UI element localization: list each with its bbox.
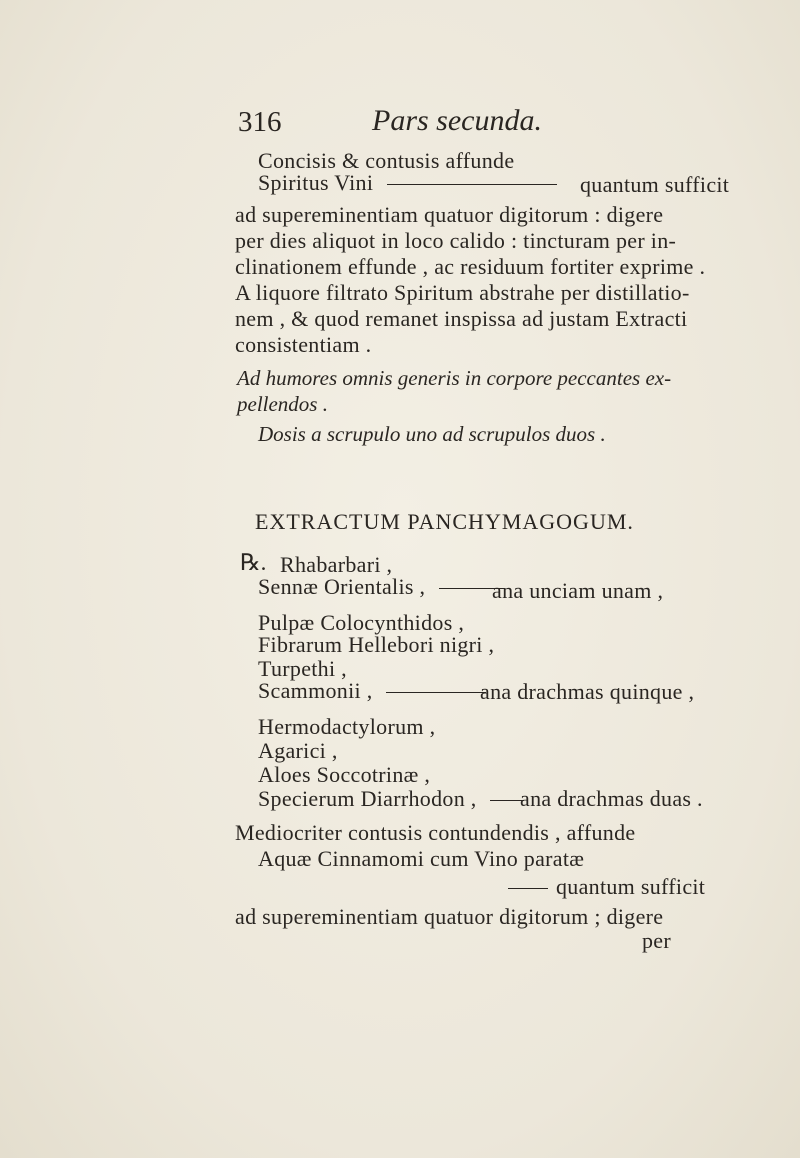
text-line: consistentiam . [235,332,372,357]
ingredient: Specierum Diarrhodon , [258,786,477,811]
dash-rule [508,888,548,889]
text-line: clinationem effunde , ac residuum fortiter exprime . [235,254,706,279]
ingredient: Spiritus Vini [258,170,374,195]
ingredient: Fibrarum Hellebori nigri , [258,632,495,657]
ingredient-line [258,678,494,704]
ingredient: Pulpæ Colocynthidos , [258,610,465,635]
text-line: ad supereminentiam quatuor digitorum ; digere [235,904,664,929]
recipe-symbol: ℞. [240,550,267,575]
ingredient: Turpethi , [258,656,347,681]
text-line: ad supereminentiam quatuor digitorum : digere [235,202,664,227]
usage-line: Ad humores omnis generis in corpore peccantes ex- [237,366,672,390]
text-line [258,170,565,196]
catchword: per [642,928,671,953]
dash-rule [386,692,486,693]
ingredient: Scammonii , [258,678,373,703]
text-line: Concisis & contusis affunde [258,148,515,173]
usage-line: pellendos . [237,392,328,416]
text-line: per dies aliquot in loco calido : tincturam per in- [235,228,677,253]
ingredient: Agarici , [258,738,338,763]
text-line: Mediocriter contusis contundendis , affunde [235,820,636,845]
text-line [508,874,705,900]
text-line: nem , & quod remanet inspissa ad justam Extracti [235,306,688,331]
text-line: A liquore filtrato Spiritum abstrahe per distillatio- [235,280,690,305]
running-title: Pars secunda. [372,104,542,137]
ingredient: Hermodactylorum , [258,714,436,739]
quantity: quantum sufficit [580,172,730,197]
quantity: ana drachmas quinque , [480,679,695,704]
quantity: ana drachmas duas . [520,786,703,811]
ingredient: Rhabarbari , [280,552,393,577]
ingredient: Sennæ Orientalis , [258,574,426,599]
ingredient-line [258,786,532,812]
ingredient-line [258,574,513,600]
quantity: ana unciam unam , [492,578,664,603]
ingredient: Aloes Soccotrinæ , [258,762,431,787]
text-line: Aquæ Cinnamomi cum Vino paratæ [258,846,585,871]
recipe-heading: EXTRACTUM PANCHYMAGOGUM. [255,509,634,534]
quantity: quantum sufficit [556,874,706,899]
dosage-line: Dosis a scrupulo uno ad scrupulos duos . [258,422,606,446]
page-number: 316 [238,106,282,138]
dash-rule [387,184,557,185]
